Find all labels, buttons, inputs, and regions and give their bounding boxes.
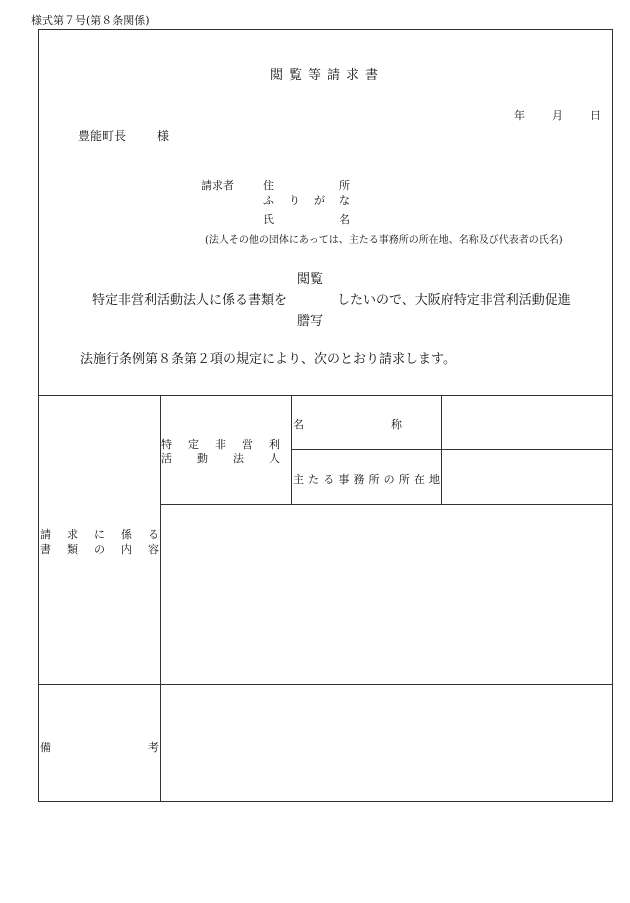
docs-label-line1: 請 求 に 係 る — [40, 528, 159, 541]
remarks-label-char2: 考 — [148, 741, 159, 754]
body-text-before: 特定非営利活動法人に係る書類を — [92, 293, 288, 308]
document-title: 閲覧等請求書 — [270, 68, 385, 83]
furigana-label-char1: ふ — [263, 194, 274, 207]
requester-label: 請求者 — [201, 179, 234, 192]
docs-label-line2: 書 類 の 内 容 — [40, 543, 159, 556]
addressee-name: 豊能町長 — [78, 129, 127, 143]
corp-name-label-char2: 称 — [391, 418, 402, 431]
date-month-label: 月 — [552, 109, 563, 122]
office-location-field[interactable] — [442, 450, 612, 503]
corp-label-line1: 特 定 非 営 利 — [161, 438, 280, 451]
date-day-label: 日 — [590, 109, 601, 122]
remarks-label-char1: 備 — [40, 741, 51, 754]
form-number: 様式第７号(第８条関係) — [31, 14, 150, 27]
addressee-honorific: 様 — [157, 129, 170, 143]
furigana-label-char2: り — [289, 194, 300, 207]
option-view: 閲覧 — [297, 272, 324, 287]
address-label-char2: 所 — [339, 179, 350, 192]
remarks-field[interactable] — [161, 685, 612, 801]
requested-docs-field[interactable] — [161, 505, 612, 683]
furigana-label-char3: が — [314, 194, 325, 207]
furigana-label-char4: な — [339, 194, 350, 207]
corp-name-label-char1: 名 — [293, 418, 304, 431]
address-label-char1: 住 — [263, 179, 274, 192]
name-label-char1: 氏 — [263, 213, 274, 226]
date-year-label: 年 — [514, 109, 525, 122]
office-location-label: 主 た る 事 務 所 の 所 在 地 — [293, 473, 440, 486]
corp-label-line2: 活 動 法 人 — [161, 452, 280, 465]
body-text-line2: 法施行条例第８条第２項の規定により、次のとおり請求します。 — [80, 352, 456, 367]
name-label-char2: 名 — [339, 213, 350, 226]
body-text-after: したいので、大阪府特定非営利活動促進 — [337, 293, 571, 308]
requester-note: (法人その他の団体にあっては、主たる事務所の所在地、名称及び代表者の氏名) — [205, 235, 563, 246]
option-copy: 謄写 — [297, 314, 324, 329]
corp-name-field[interactable] — [442, 396, 612, 448]
